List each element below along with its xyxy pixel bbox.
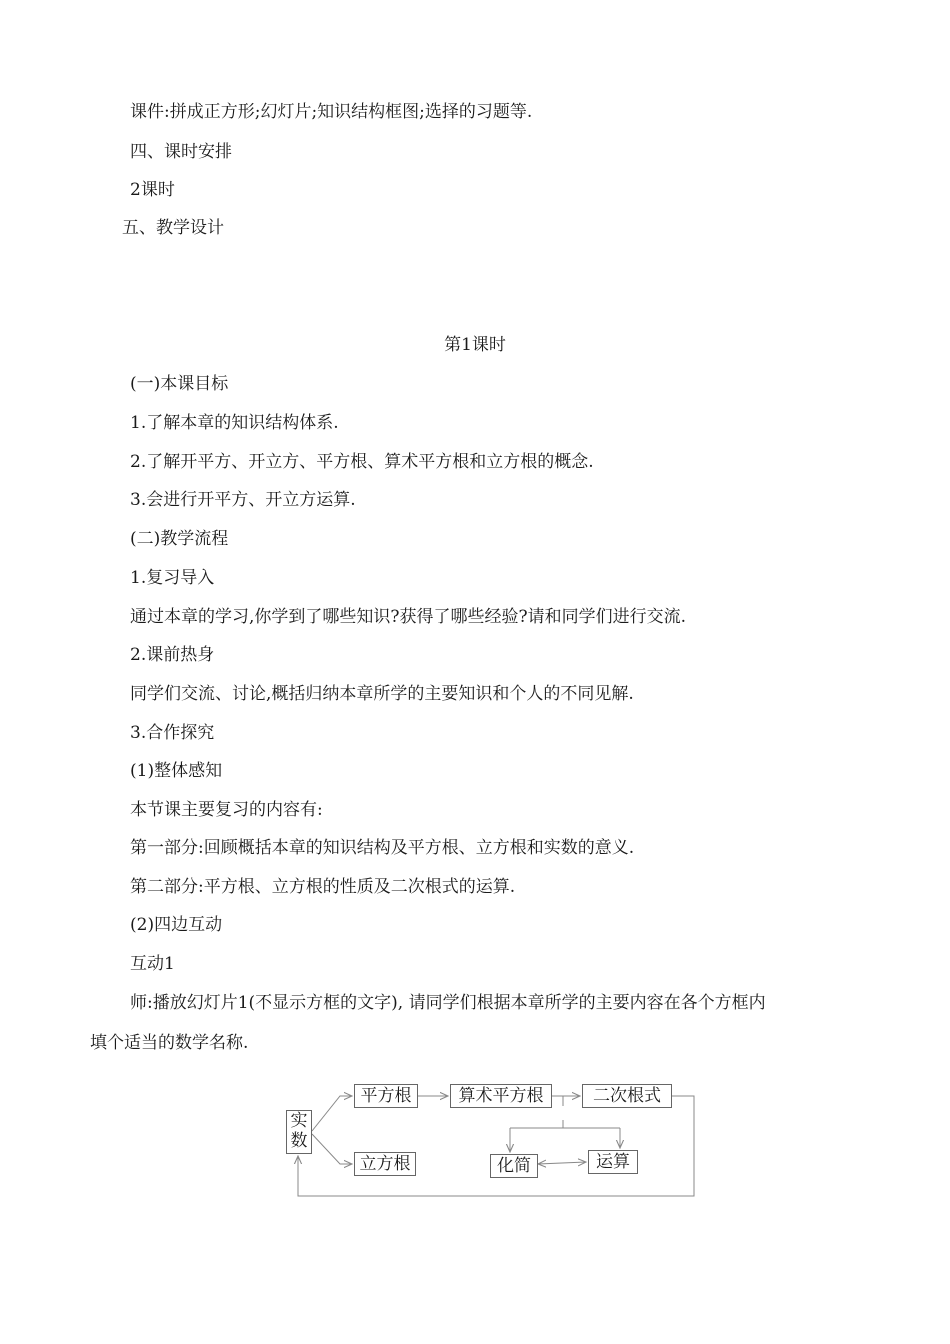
goal-item: 3.会进行开平方、开立方运算. [130, 490, 356, 510]
box-square-root: 平方根 [354, 1084, 418, 1108]
sub-heading: (1)整体感知 [130, 761, 223, 781]
arrow-simplify-operation [538, 1162, 586, 1164]
arrow-real-to-cube-root [312, 1134, 352, 1164]
box-simplify: 化简 [490, 1154, 538, 1178]
lesson-title: 第1课时 [444, 335, 506, 355]
arrow-loop-back [298, 1096, 694, 1196]
box-quadratic-radical: 二次根式 [582, 1084, 672, 1108]
paragraph: 本节课主要复习的内容有: [130, 800, 323, 820]
box-cube-root: 立方根 [354, 1152, 416, 1176]
step-heading: 3.合作探究 [130, 723, 215, 743]
section-heading-design: 五、教学设计 [122, 218, 224, 238]
paragraph: 第一部分:回顾概括本章的知识结构及平方根、立方根和实数的意义. [130, 838, 635, 858]
section-heading-schedule: 四、课时安排 [130, 142, 232, 162]
arrow-real-to-square-root [312, 1096, 352, 1131]
paragraph: 通过本章的学习,你学到了哪些知识?获得了哪些经验?请和同学们进行交流. [130, 607, 687, 627]
box-real-number [286, 1110, 312, 1154]
box-arithmetic-square-root: 算术平方根 [450, 1084, 552, 1108]
box-operation: 运算 [588, 1150, 638, 1174]
goal-item: 2.了解开平方、开立方、平方根、算术平方根和立方根的概念. [130, 452, 594, 472]
goals-heading: (一)本课目标 [130, 374, 229, 394]
box-real-number-label: 实数 [290, 1111, 308, 1151]
step-heading: 1.复习导入 [130, 568, 215, 588]
sub-heading: (2)四边互动 [130, 915, 223, 935]
knowledge-structure-diagram [280, 1076, 710, 1206]
paragraph-continuation: 填个适当的数学名称. [90, 1033, 249, 1053]
step-heading: 2.课前热身 [130, 645, 215, 665]
schedule-text: 2课时 [130, 180, 175, 200]
paragraph: 第二部分:平方根、立方根的性质及二次根式的运算. [130, 877, 516, 897]
paragraph: 同学们交流、讨论,概括归纳本章所学的主要知识和个人的不同见解. [130, 684, 634, 704]
goal-item: 1.了解本章的知识结构体系. [130, 413, 339, 433]
interaction-label: 互动1 [130, 954, 175, 974]
process-heading: (二)教学流程 [130, 529, 229, 549]
paragraph: 师:播放幻灯片1(不显示方框的文字), 请同学们根据本章所学的主要内容在各个方框内 [130, 993, 766, 1013]
courseware-line: 课件:拼成正方形;幻灯片;知识结构框图;选择的习题等. [130, 102, 533, 122]
